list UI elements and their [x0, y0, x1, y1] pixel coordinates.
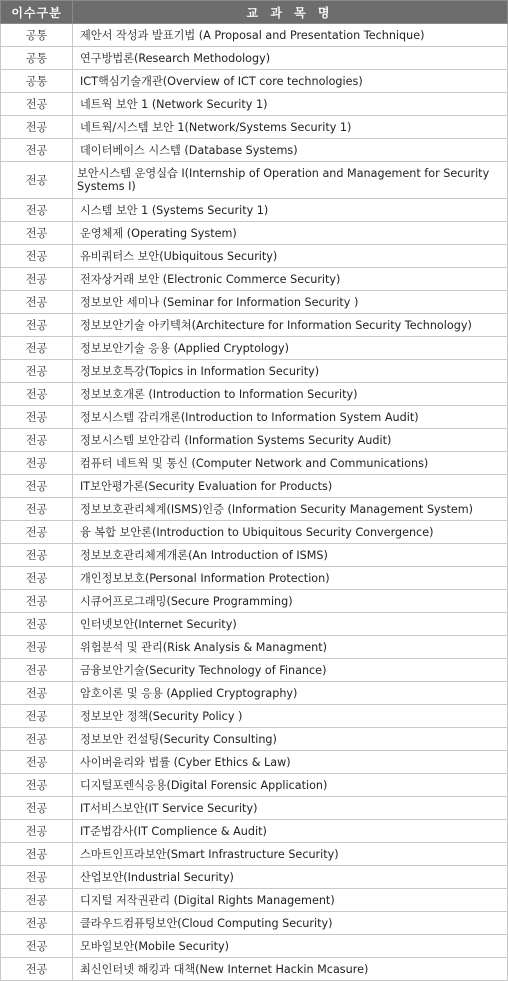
- course-name-cell: 전자상거래 보안 (Electronic Commerce Security): [73, 268, 508, 291]
- course-name-cell: IT서비스보안(IT Service Security): [73, 797, 508, 820]
- table-row: [1, 24, 508, 47]
- category-cell: 전공: [1, 567, 73, 590]
- course-name-cell: ICT핵심기술개관(Overview of ICT core technologies): [73, 70, 508, 93]
- course-name-cell: 디지털포렌식응용(Digital Forensic Application): [73, 774, 508, 797]
- course-name-cell: 최신인터넷 해킹과 대책(New Internet Hackin Mcasure): [73, 958, 508, 981]
- table-row: [1, 383, 508, 406]
- table-row: [1, 889, 508, 912]
- course-name-cell: 모바일보안(Mobile Security): [73, 935, 508, 958]
- column-header-course-name: 교 과 목 명: [73, 1, 508, 24]
- category-cell: 전공: [1, 544, 73, 567]
- course-name-cell: 유비쿼터스 보안(Ubiquitous Security): [73, 245, 508, 268]
- table-row: [1, 866, 508, 889]
- table-row: [1, 544, 508, 567]
- course-table-body: [1, 24, 508, 981]
- table-row: [1, 659, 508, 682]
- course-name-cell: 융 복합 보안론(Introduction to Ubiquitous Security Convergence): [73, 521, 508, 544]
- course-name-cell: 디지털 저작권관리 (Digital Rights Management): [73, 889, 508, 912]
- course-name-cell: 정보시스템 보안감리 (Information Systems Security Audit): [73, 429, 508, 452]
- category-cell: 전공: [1, 139, 73, 162]
- table-header-row: [1, 1, 508, 24]
- category-cell: 전공: [1, 116, 73, 139]
- course-name-cell: 위험분석 및 관리(Risk Analysis & Managment): [73, 636, 508, 659]
- category-cell: 전공: [1, 222, 73, 245]
- table-row: [1, 222, 508, 245]
- category-cell: 전공: [1, 383, 73, 406]
- course-name-cell: 시큐어프로그래밍(Secure Programming): [73, 590, 508, 613]
- table-row: [1, 682, 508, 705]
- table-row: [1, 139, 508, 162]
- category-cell: 전공: [1, 475, 73, 498]
- category-cell: 전공: [1, 337, 73, 360]
- category-cell: 전공: [1, 613, 73, 636]
- table-row: [1, 406, 508, 429]
- category-cell: 전공: [1, 728, 73, 751]
- table-row: [1, 567, 508, 590]
- course-name-cell: 정보보호관리체계(ISMS)인증 (Information Security Management System): [73, 498, 508, 521]
- table-row: [1, 162, 508, 199]
- category-cell: 전공: [1, 659, 73, 682]
- table-row: [1, 728, 508, 751]
- course-name-cell: 암호이론 및 응용 (Applied Cryptography): [73, 682, 508, 705]
- table-row: [1, 199, 508, 222]
- category-cell: 전공: [1, 314, 73, 337]
- category-cell: 전공: [1, 162, 73, 199]
- course-name-cell: 정보보안기술 응용 (Applied Cryptology): [73, 337, 508, 360]
- course-name-cell: 네트웍/시스템 보안 1(Network/Systems Security 1): [73, 116, 508, 139]
- course-name-cell: 산업보안(Industrial Security): [73, 866, 508, 889]
- course-name-cell: 정보보호특강(Topics in Information Security): [73, 360, 508, 383]
- category-cell: 전공: [1, 268, 73, 291]
- course-name-cell: 정보시스템 감리개론(Introduction to Information System Audit): [73, 406, 508, 429]
- course-name-cell: IT보안평가론(Security Evaluation for Products): [73, 475, 508, 498]
- category-cell: 전공: [1, 452, 73, 475]
- table-row: [1, 70, 508, 93]
- category-cell: 전공: [1, 429, 73, 452]
- category-cell: 전공: [1, 866, 73, 889]
- category-cell: 전공: [1, 93, 73, 116]
- category-cell: 전공: [1, 751, 73, 774]
- table-row: [1, 429, 508, 452]
- course-name-cell: 정보보안 컨설팅(Security Consulting): [73, 728, 508, 751]
- category-cell: 공통: [1, 24, 73, 47]
- category-cell: 전공: [1, 958, 73, 981]
- table-row: [1, 705, 508, 728]
- table-row: [1, 820, 508, 843]
- category-cell: 공통: [1, 70, 73, 93]
- course-name-cell: 스마트인프라보안(Smart Infrastructure Security): [73, 843, 508, 866]
- category-cell: 전공: [1, 774, 73, 797]
- course-name-cell: 금융보안기술(Security Technology of Finance): [73, 659, 508, 682]
- category-cell: 전공: [1, 912, 73, 935]
- course-name-cell: 데이터베이스 시스템 (Database Systems): [73, 139, 508, 162]
- table-row: [1, 935, 508, 958]
- course-name-cell: 사이버윤리와 법률 (Cyber Ethics & Law): [73, 751, 508, 774]
- table-row: [1, 521, 508, 544]
- category-cell: 전공: [1, 705, 73, 728]
- category-cell: 전공: [1, 498, 73, 521]
- course-name-cell: 네트웍 보안 1 (Network Security 1): [73, 93, 508, 116]
- category-cell: 전공: [1, 682, 73, 705]
- category-cell: 전공: [1, 797, 73, 820]
- table-row: [1, 337, 508, 360]
- course-name-cell: 클라우드컴퓨팅보안(Cloud Computing Security): [73, 912, 508, 935]
- table-row: [1, 498, 508, 521]
- table-row: [1, 291, 508, 314]
- table-row: [1, 475, 508, 498]
- table-row: [1, 636, 508, 659]
- table-row: [1, 843, 508, 866]
- category-cell: 전공: [1, 406, 73, 429]
- table-row: [1, 314, 508, 337]
- category-cell: 전공: [1, 360, 73, 383]
- course-name-cell: 개인정보보호(Personal Information Protection): [73, 567, 508, 590]
- category-cell: 전공: [1, 935, 73, 958]
- table-row: [1, 912, 508, 935]
- course-name-cell: IT준법감사(IT Complience & Audit): [73, 820, 508, 843]
- category-cell: 전공: [1, 636, 73, 659]
- category-cell: 전공: [1, 245, 73, 268]
- course-name-cell: 시스템 보안 1 (Systems Security 1): [73, 199, 508, 222]
- table-row: [1, 774, 508, 797]
- course-name-cell: 제안서 작성과 발표기법 (A Proposal and Presentation Technique): [73, 24, 508, 47]
- category-cell: 전공: [1, 291, 73, 314]
- course-name-cell: 정보보안 정책(Security Policy ): [73, 705, 508, 728]
- category-cell: 전공: [1, 889, 73, 912]
- course-name-cell: 정보보호관리체계개론(An Introduction of ISMS): [73, 544, 508, 567]
- category-cell: 전공: [1, 820, 73, 843]
- table-row: [1, 452, 508, 475]
- course-name-cell: 보안시스템 운영실습 Ⅰ(Internship of Operation and Management for Security Systems Ⅰ): [73, 162, 508, 199]
- category-cell: 전공: [1, 199, 73, 222]
- table-row: [1, 116, 508, 139]
- table-row: [1, 958, 508, 981]
- table-row: [1, 47, 508, 70]
- course-name-cell: 운영체제 (Operating System): [73, 222, 508, 245]
- category-cell: 전공: [1, 843, 73, 866]
- table-row: [1, 360, 508, 383]
- table-row: [1, 245, 508, 268]
- category-cell: 전공: [1, 521, 73, 544]
- table-row: [1, 93, 508, 116]
- table-row: [1, 751, 508, 774]
- course-name-cell: 연구방법론(Research Methodology): [73, 47, 508, 70]
- course-name-cell: 인터넷보안(Internet Security): [73, 613, 508, 636]
- table-row: [1, 613, 508, 636]
- category-cell: 공통: [1, 47, 73, 70]
- course-name-cell: 컴퓨터 네트웍 및 통신 (Computer Network and Communications): [73, 452, 508, 475]
- category-cell: 전공: [1, 590, 73, 613]
- table-row: [1, 797, 508, 820]
- course-name-cell: 정보보호개론 (Introduction to Information Security): [73, 383, 508, 406]
- course-name-cell: 정보보안기술 아키텍쳐(Architecture for Information Security Technology): [73, 314, 508, 337]
- table-row: [1, 268, 508, 291]
- column-header-category: 이수구분: [1, 1, 73, 24]
- course-name-cell: 정보보안 세미나 (Seminar for Information Security ): [73, 291, 508, 314]
- table-row: [1, 590, 508, 613]
